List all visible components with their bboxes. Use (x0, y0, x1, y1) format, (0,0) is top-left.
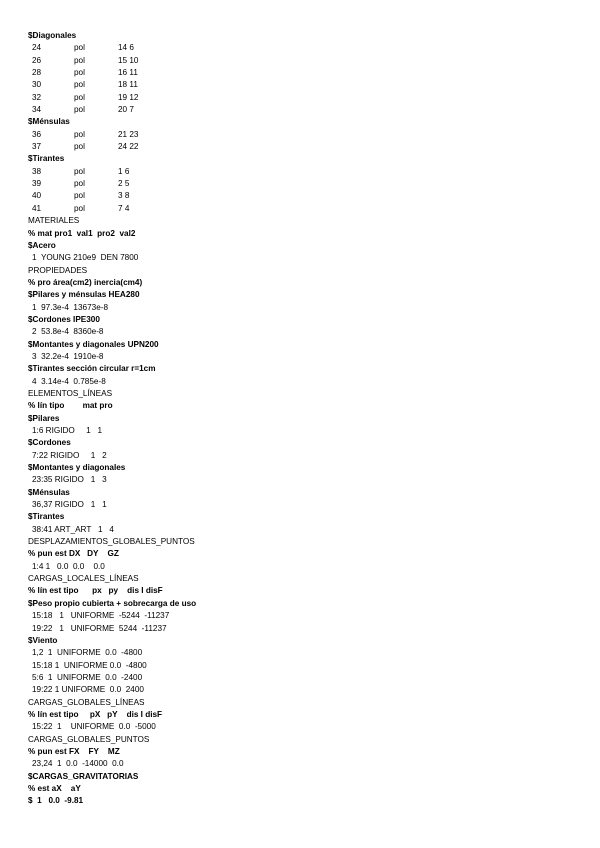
row-type: pol (74, 129, 85, 139)
row-type: pol (74, 92, 85, 102)
gravitatorias-line: $ 1 0.0 -9.81 (28, 796, 84, 806)
row-id: 37 (32, 142, 42, 152)
row-id: 32 (32, 92, 42, 102)
load-line: 15:18 1 UNIFORME 0.0 -4800 (32, 660, 147, 670)
mensula-row (28, 129, 196, 141)
diagonal-row (28, 104, 196, 116)
tirante-row (28, 166, 196, 178)
row-nodes: 7 4 (118, 203, 130, 213)
acero-line: 1 YOUNG 210e9 DEN 7800 (32, 253, 139, 263)
row-type: pol (74, 142, 85, 152)
row-type: pol (74, 80, 85, 90)
materiales-header: % mat pro1 val1 pro2 val2 (28, 228, 136, 238)
row-id: 36 (32, 129, 42, 139)
row-nodes: 3 8 (118, 191, 130, 201)
element-group-title: $Pilares (28, 413, 60, 423)
property-title: $Montantes y diagonales UPN200 (28, 339, 159, 349)
row-nodes: 21 23 (118, 129, 139, 139)
element-line: 36,37 RIGIDO 1 1 (32, 500, 107, 510)
cargas-globales-lineas-line: 15:22 1 UNIFORME 0.0 -5000 (32, 722, 156, 732)
viento-title: $Viento (28, 635, 58, 645)
row-nodes: 16 11 (118, 68, 138, 78)
row-nodes: 15 10 (118, 55, 139, 65)
tirante-row (28, 190, 196, 202)
diagonal-row (28, 79, 196, 91)
section-title-tirantes: $Tirantes (28, 154, 65, 164)
load-line: 19:22 1 UNIFORME 0.0 2400 (32, 685, 144, 695)
row-id: 28 (32, 68, 42, 78)
element-group-title: $Cordones (28, 438, 71, 448)
elementos-header: % lín tipo mat pro (28, 401, 113, 411)
row-type: pol (74, 105, 85, 115)
element-group-title: $Montantes y diagonales (28, 463, 126, 473)
property-line: 4 3.14e-4 0.785e-8 (32, 376, 106, 386)
diagonal-row (28, 55, 196, 67)
row-type: pol (74, 191, 85, 201)
load-line: 5:6 1 UNIFORME 0.0 -2400 (32, 672, 143, 682)
row-type: pol (74, 68, 85, 78)
element-group-title: $Ménsulas (28, 487, 70, 497)
row-type: pol (74, 43, 85, 53)
peso-propio-title: $Peso propio cubierta + sobrecarga de uso (28, 598, 197, 608)
tirante-row (28, 203, 196, 215)
property-line: 3 32.2e-4 1910e-8 (32, 351, 104, 361)
row-id: 39 (32, 179, 42, 189)
row-type: pol (74, 55, 85, 65)
row-nodes: 18 11 (118, 80, 138, 90)
heading-desplazamientos: DESPLAZAMIENTOS_GLOBALES_PUNTOS (28, 537, 195, 547)
heading-materiales: MATERIALES (28, 216, 80, 226)
desplazamientos-header: % pun est DX DY GZ (28, 549, 119, 559)
tirante-row (28, 178, 196, 190)
row-nodes: 14 6 (118, 43, 134, 53)
property-title: $Cordones IPE300 (28, 314, 100, 324)
mensula-row (28, 141, 196, 153)
row-id: 24 (32, 43, 42, 53)
cargas-globales-puntos-header: % pun est FX FY MZ (28, 746, 120, 756)
heading-elementos-lineas: ELEMENTOS_LÍNEAS (28, 388, 113, 398)
gravitatorias-header: % est aX aY (28, 783, 81, 793)
acero-title: $Acero (28, 240, 56, 250)
propiedades-header: % pro área(cm2) inercia(cm4) (28, 277, 143, 287)
element-group-title: $Tirantes (28, 512, 65, 522)
row-nodes: 2 5 (118, 179, 130, 189)
row-nodes: 19 12 (118, 92, 139, 102)
row-id: 26 (32, 55, 42, 65)
row-type: pol (74, 179, 85, 189)
row-id: 38 (32, 166, 42, 176)
heading-cargas-globales-lineas: CARGAS_GLOBALES_LÍNEAS (28, 697, 145, 707)
load-line: 15:18 1 UNIFORME -5244 -11237 (32, 611, 170, 621)
cargas-locales-header: % lín est tipo px py dis I disF (28, 586, 163, 596)
property-title: $Pilares y ménsulas HEA280 (28, 290, 140, 300)
input-file-listing (28, 30, 196, 808)
element-line: 38:41 ART_ART 1 4 (32, 524, 114, 534)
row-nodes: 1 6 (118, 166, 130, 176)
heading-cargas-globales-puntos: CARGAS_GLOBALES_PUNTOS (28, 734, 150, 744)
property-line: 1 97.3e-4 13673e-8 (32, 302, 109, 312)
heading-cargas-locales: CARGAS_LOCALES_LÍNEAS (28, 574, 139, 584)
cargas-globales-puntos-line: 23,24 1 0.0 -14000 0.0 (32, 759, 124, 769)
row-type: pol (74, 203, 85, 213)
element-line: 1:6 RIGIDO 1 1 (32, 426, 103, 435)
row-id: 34 (32, 105, 42, 115)
section-title-diagonales: $Diagonales (28, 31, 77, 40)
heading-cargas-gravitatorias: $CARGAS_GRAVITATORIAS (28, 771, 139, 781)
heading-propiedades: PROPIEDADES (28, 265, 88, 275)
row-type: pol (74, 166, 85, 176)
row-id: 30 (32, 80, 42, 90)
desplazamientos-line: 1:4 1 0.0 0.0 0.0 (32, 561, 105, 571)
section-title-mensulas: $Ménsulas (28, 117, 70, 127)
property-line: 2 53.8e-4 8360e-8 (32, 327, 104, 337)
property-title: $Tirantes sección circular r=1cm (28, 364, 156, 374)
row-nodes: 24 22 (118, 142, 139, 152)
diagonal-row (28, 67, 196, 79)
element-line: 7:22 RIGIDO 1 2 (32, 450, 107, 460)
diagonal-row (28, 42, 196, 54)
row-id: 40 (32, 191, 42, 201)
load-line: 19:22 1 UNIFORME 5244 -11237 (32, 623, 167, 633)
load-line: 1,2 1 UNIFORME 0.0 -4800 (32, 648, 143, 658)
cargas-globales-lineas-header: % lín est tipo pX pY dis I disF (28, 709, 163, 719)
row-nodes: 20 7 (118, 105, 134, 115)
element-line: 23:35 RIGIDO 1 3 (32, 475, 107, 485)
diagonal-row (28, 92, 196, 104)
row-id: 41 (32, 203, 42, 213)
